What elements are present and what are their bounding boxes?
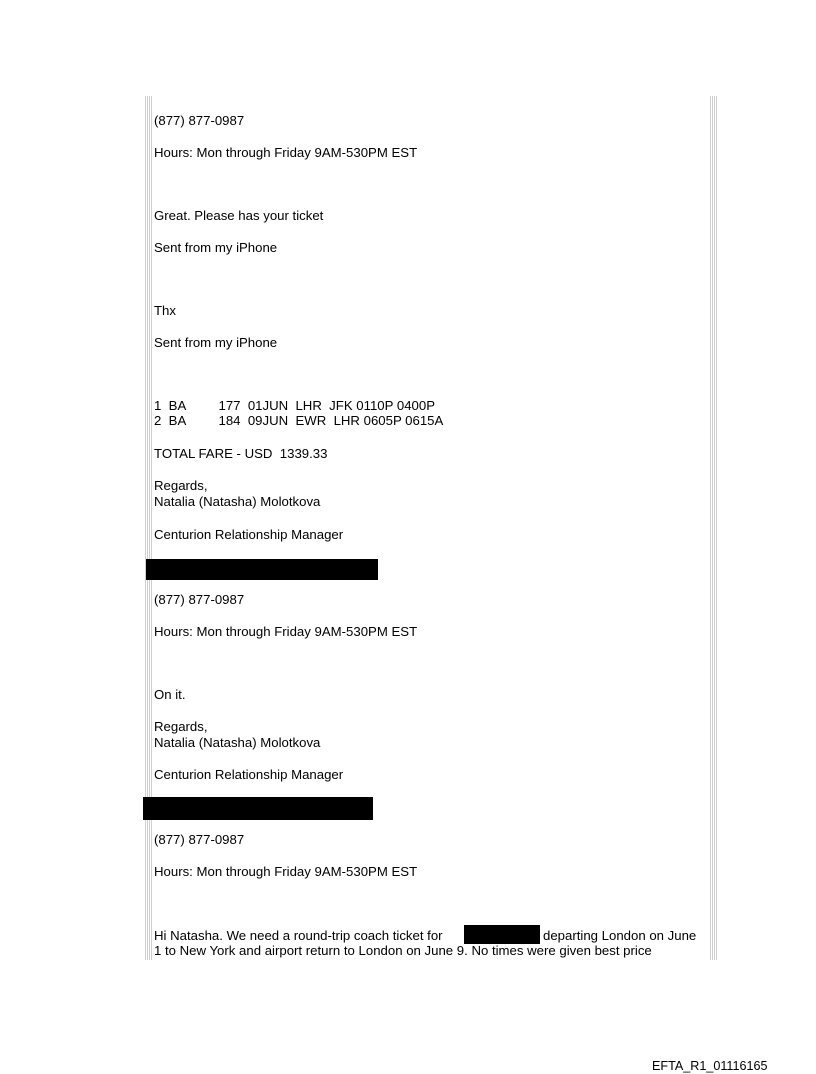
regards-text: Regards, bbox=[154, 478, 208, 493]
message-text: On it. bbox=[154, 687, 186, 702]
request-line-1a: Hi Natasha. We need a round-trip coach ticket for bbox=[154, 928, 443, 943]
sender-title: Centurion Relationship Manager bbox=[154, 527, 344, 542]
total-fare: TOTAL FARE - USD 1339.33 bbox=[154, 446, 328, 461]
itinerary-line-2: 2 BA 184 09JUN EWR LHR 0605P 0615A bbox=[154, 413, 444, 428]
phone-number: (877) 877-0987 bbox=[154, 592, 245, 607]
redaction-bar bbox=[146, 559, 378, 580]
itinerary-line-1: 1 BA 177 01JUN LHR JFK 0110P 0400P bbox=[154, 398, 435, 413]
document-id: EFTA_R1_01116165 bbox=[652, 1059, 768, 1073]
request-line-1b: departing London on June bbox=[543, 928, 697, 943]
hours-text: Hours: Mon through Friday 9AM-530PM EST bbox=[154, 624, 418, 639]
hours-text: Hours: Mon through Friday 9AM-530PM EST bbox=[154, 145, 418, 160]
message-text: Thx bbox=[154, 303, 176, 318]
redaction-bar bbox=[143, 797, 373, 820]
sender-title: Centurion Relationship Manager bbox=[154, 767, 344, 782]
hours-text: Hours: Mon through Friday 9AM-530PM EST bbox=[154, 864, 418, 879]
message-signature: Sent from my iPhone bbox=[154, 240, 278, 255]
sender-name: Natalia (Natasha) Molotkova bbox=[154, 735, 321, 750]
message-signature: Sent from my iPhone bbox=[154, 335, 278, 350]
left-border-rule bbox=[145, 96, 152, 960]
message-text: Great. Please has your ticket bbox=[154, 208, 324, 223]
request-line-2: 1 to New York and airport return to London on June 9. No times were given best price bbox=[154, 943, 652, 958]
right-border-rule bbox=[710, 96, 717, 960]
regards-text: Regards, bbox=[154, 719, 208, 734]
phone-number: (877) 877-0987 bbox=[154, 832, 245, 847]
redaction-bar bbox=[464, 925, 540, 944]
sender-name: Natalia (Natasha) Molotkova bbox=[154, 494, 321, 509]
phone-number: (877) 877-0987 bbox=[154, 113, 245, 128]
